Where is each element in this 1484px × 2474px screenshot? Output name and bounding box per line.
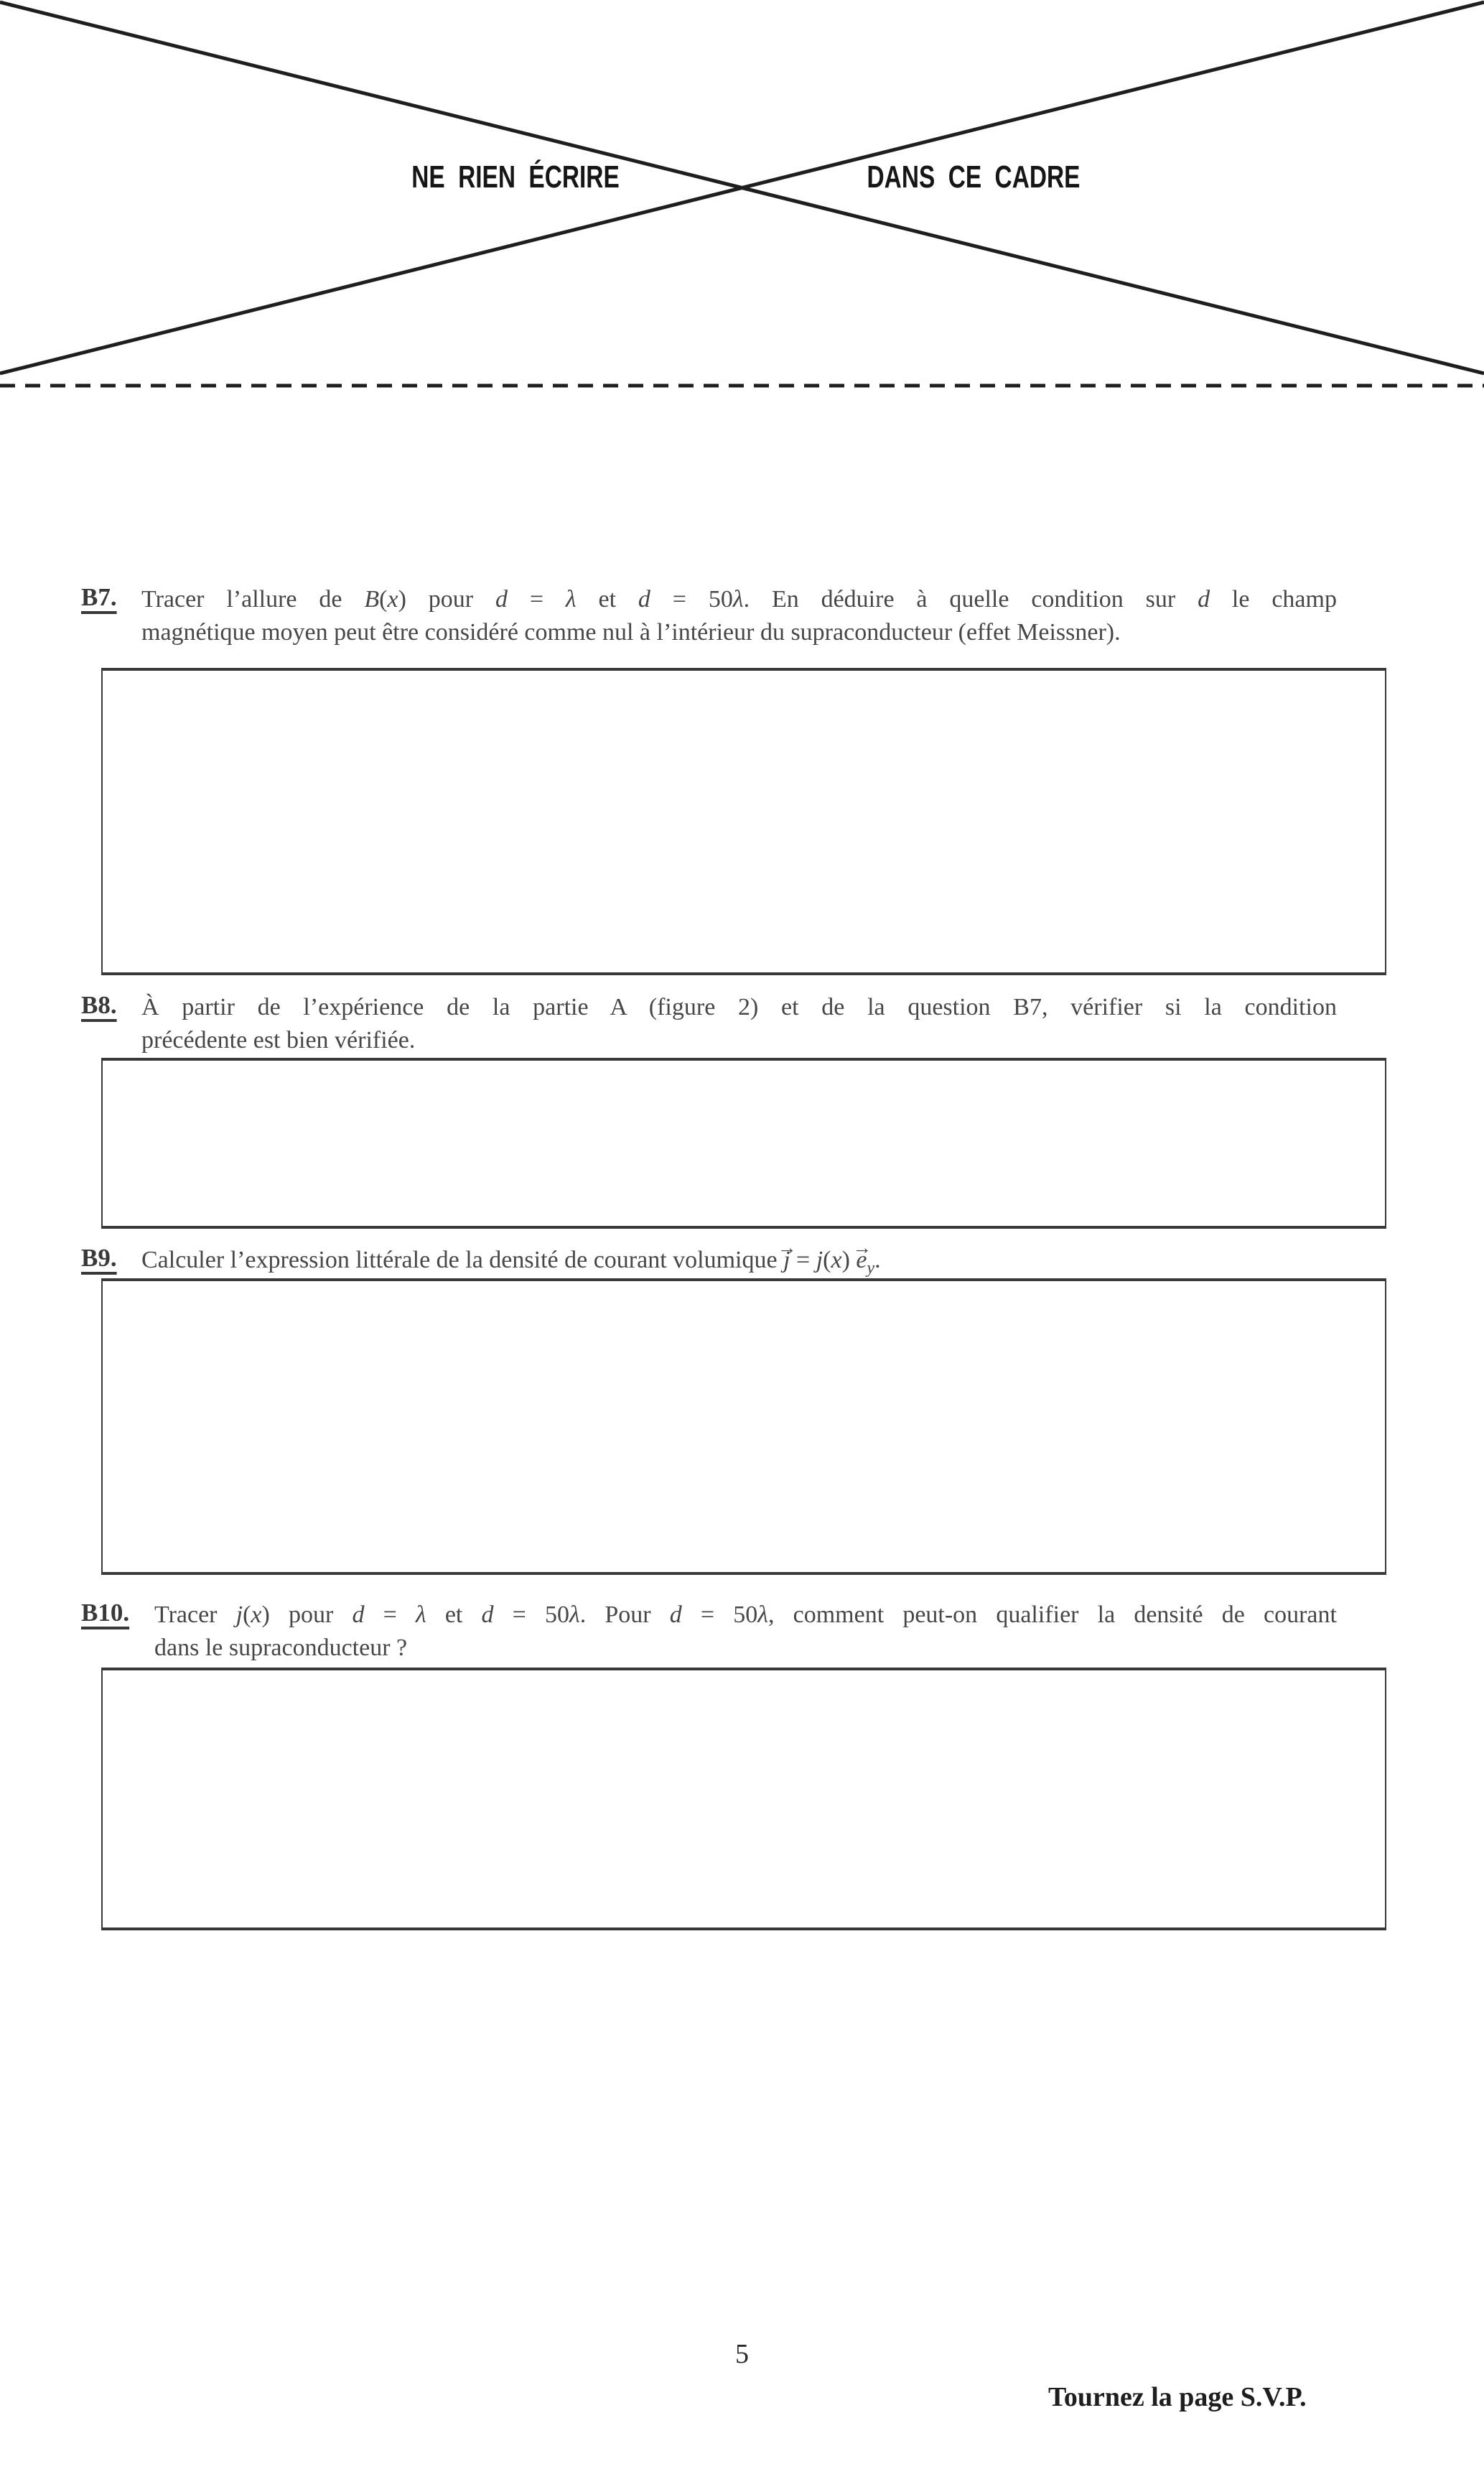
question-label-b7: B7. [81, 583, 117, 611]
question-b9-line1: Calculer l’expression littérale de la densité de courant volumique j → = j(x) $e \to_y$. [141, 1244, 1337, 1277]
question-label-b10: B10. [81, 1599, 130, 1627]
question-b10-line2: dans le supraconducteur ? [154, 1634, 408, 1661]
question-b9 [81, 1244, 1342, 1277]
question-b10-line1: Tracer j(x) pour d = λ et d = 50λ. Pour d = 50λ, comment peut-on qualifier la densité de courant [154, 1601, 1337, 1628]
question-b10 [81, 1599, 1342, 1665]
page-number: 5 [735, 2339, 749, 2369]
answer-box-b10[interactable] [101, 1668, 1386, 1930]
question-b8 [81, 991, 1342, 1057]
question-b7 [81, 583, 1342, 649]
question-text-b9 [141, 1244, 1337, 1277]
do-not-write-label-left: NE RIEN ÉCRIRE [411, 159, 620, 195]
question-b8-line2: précédente est bien vérifiée. [141, 1027, 416, 1054]
answer-box-b7[interactable] [101, 668, 1386, 975]
question-text-b7 [141, 583, 1337, 649]
question-text-b8 [141, 991, 1337, 1057]
do-not-write-frame [0, 0, 1484, 402]
do-not-write-label-right: DANS CE CADRE [867, 159, 1081, 195]
answer-box-b9[interactable] [101, 1278, 1386, 1575]
question-label-b9: B9. [81, 1244, 117, 1272]
question-label-b8: B8. [81, 991, 117, 1019]
turn-page-notice: Tournez la page S.V.P. [1048, 2382, 1307, 2412]
question-text-b10 [154, 1599, 1337, 1665]
answer-box-b8[interactable] [101, 1058, 1386, 1229]
question-b7-line2: magnétique moyen peut être considéré comme nul à l’intérieur du supraconducteur (effet Meissner). [141, 619, 1121, 646]
question-b8-line1: À partir de l’expérience de la partie A (figure 2) et de la question B7, vérifier si la condition [141, 994, 1337, 1020]
question-b7-line1: Tracer l’allure de B(x) pour d = λ et d = 50λ. En déduire à quelle condition sur d le champ [141, 586, 1337, 613]
